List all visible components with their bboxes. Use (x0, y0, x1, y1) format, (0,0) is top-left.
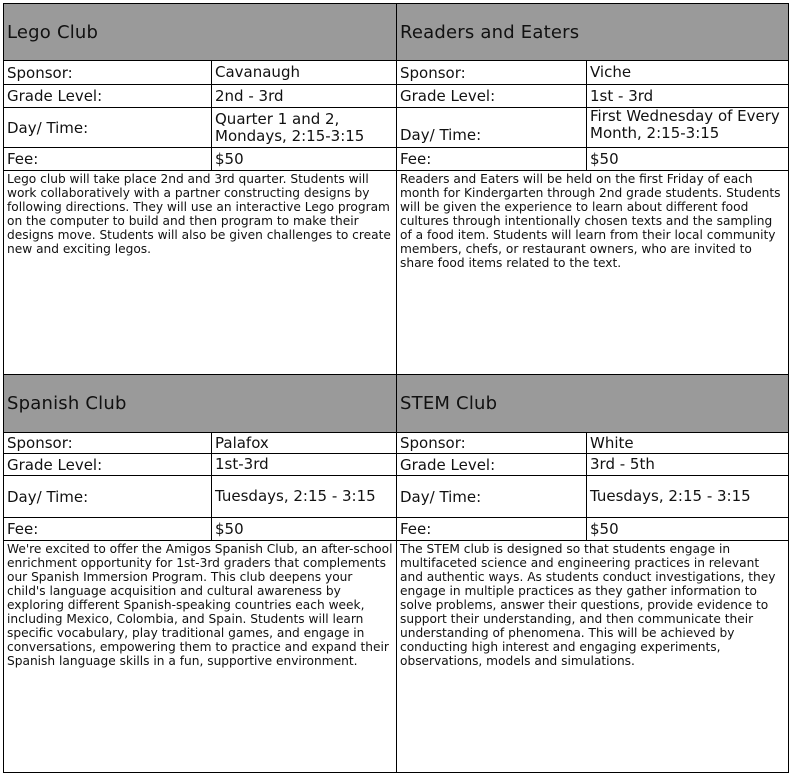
sponsor-label: Sponsor: (4, 61, 212, 85)
readers-and-eaters-sponsor: Viche (587, 61, 789, 85)
fee-label: Fee: (397, 518, 587, 541)
lego-club-fee: $50 (212, 148, 397, 171)
spanish-club-fee: $50 (212, 518, 397, 541)
description-row (4, 171, 789, 375)
spanish-club-title: Spanish Club (4, 375, 397, 433)
readers-and-eaters-description: Readers and Eaters will be held on the first Friday of each month for Kindergarten through 2nd grade students. Students will be given the experience to learn about different food cultures through intentionally chosen texts and the sampling of a food item. Students will learn from their local community members, chefs, or restaurant owners, who are invited to share food items related to the text. (397, 171, 789, 375)
stem-club-day-time: Tuesdays, 2:15 - 3:15 (587, 476, 789, 518)
grade-level-row (4, 454, 789, 476)
club-title-row (4, 375, 789, 433)
description-row (4, 541, 789, 773)
spanish-club-day-time: Tuesdays, 2:15 - 3:15 (212, 476, 397, 518)
day-time-label: Day/ Time: (4, 476, 212, 518)
fee-row (4, 518, 789, 541)
fee-label: Fee: (4, 148, 212, 171)
day-time-label: Day/ Time: (397, 476, 587, 518)
sponsor-label: Sponsor: (397, 433, 587, 454)
grade-level-label: Grade Level: (397, 85, 587, 108)
fee-label: Fee: (397, 148, 587, 171)
day-time-row (4, 108, 789, 148)
sponsor-row (4, 433, 789, 454)
grade-level-label: Grade Level: (4, 454, 212, 476)
day-time-row (4, 476, 789, 518)
spanish-club-description: We're excited to offer the Amigos Spanish Club, an after-school enrichment opportunity for 1st-3rd graders that complements our Spanish Immersion Program. This club deepens your child's language acquisition and cultural awareness by exploring different Spanish-speaking countries each week, including Mexico, Colombia, and Spain. Students will learn specific vocabulary, play traditional games, and engage in conversations, empowering them to practice and expand their Spanish language skills in a fun, supportive environment. (4, 541, 397, 773)
club-title-row (4, 4, 789, 61)
readers-and-eaters-day-time: First Wednesday of Every Month, 2:15-3:15 (587, 108, 789, 148)
clubs-table (3, 3, 789, 773)
lego-club-day-time: Quarter 1 and 2, Mondays, 2:15-3:15 (212, 108, 397, 148)
spanish-club-sponsor: Palafox (212, 433, 397, 454)
grade-level-row (4, 85, 789, 108)
spanish-club-grade-level: 1st-3rd (212, 454, 397, 476)
stem-club-grade-level: 3rd - 5th (587, 454, 789, 476)
stem-club-fee: $50 (587, 518, 789, 541)
fee-label: Fee: (4, 518, 212, 541)
stem-club-description: The STEM club is designed so that students engage in multifaceted science and engineering practices in relevant and authentic ways. As students conduct investigations, they engage in multiple practices as they gather information to solve problems, answer their questions, provide evidence to support their understanding, and then communicate their understanding of phenomena. This will be achieved by conducting high interest and engaging experiments, observations, models and simulations. (397, 541, 789, 773)
day-time-label: Day/ Time: (397, 108, 587, 148)
sponsor-label: Sponsor: (4, 433, 212, 454)
readers-and-eaters-grade-level: 1st - 3rd (587, 85, 789, 108)
sponsor-row (4, 61, 789, 85)
readers-and-eaters-fee: $50 (587, 148, 789, 171)
lego-club-title: Lego Club (4, 4, 397, 61)
readers-and-eaters-title: Readers and Eaters (397, 4, 789, 61)
stem-club-title: STEM Club (397, 375, 789, 433)
grade-level-label: Grade Level: (397, 454, 587, 476)
lego-club-grade-level: 2nd - 3rd (212, 85, 397, 108)
stem-club-sponsor: White (587, 433, 789, 454)
day-time-label: Day/ Time: (4, 108, 212, 148)
grade-level-label: Grade Level: (4, 85, 212, 108)
lego-club-description: Lego club will take place 2nd and 3rd quarter. Students will work collaboratively with a partner constructing designs by following directions. They will use an interactive Lego program on the computer to build and then program to make their designs move. Students will also be given challenges to create new and exciting legos. (4, 171, 397, 375)
lego-club-sponsor: Cavanaugh (212, 61, 397, 85)
fee-row (4, 148, 789, 171)
sponsor-label: Sponsor: (397, 61, 587, 85)
